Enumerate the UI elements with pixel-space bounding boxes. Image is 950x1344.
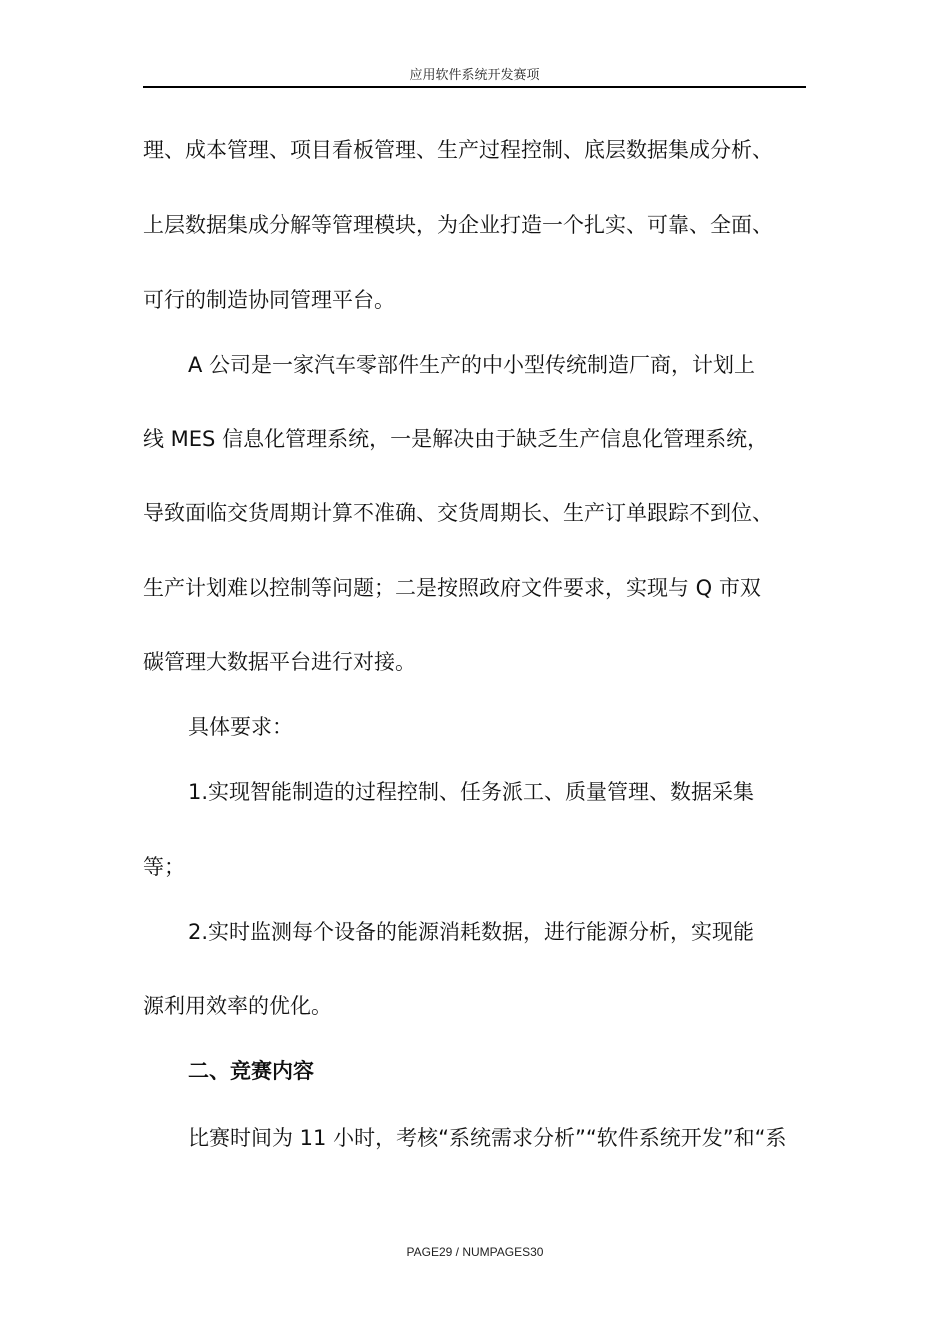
paragraph-line: A 公司是一家汽车零部件生产的中小型传统制造厂商，计划上 <box>188 353 756 377</box>
paragraph-line: 上层数据集成分解等管理模块，为企业打造一个扎实、可靠、全面、 <box>143 213 773 237</box>
paragraph-line: 碳管理大数据平台进行对接。 <box>143 650 416 674</box>
requirements-heading: 具体要求： <box>188 715 293 739</box>
paragraph-line: 比赛时间为 11 小时，考核“系统需求分析”“软件系统开发”和“系 <box>188 1126 787 1150</box>
paragraph-line: 线 MES 信息化管理系统，一是解决由于缺乏生产信息化管理系统， <box>143 427 769 451</box>
list-item-continuation: 等； <box>143 855 185 879</box>
paragraph-line: 可行的制造协同管理平台。 <box>143 288 395 312</box>
section-heading: 二、竞赛内容 <box>188 1059 314 1083</box>
list-item: 1.实现智能制造的过程控制、任务派工、质量管理、数据采集 <box>188 780 755 804</box>
page-number-footer: PAGE29 / NUMPAGES30 <box>406 1245 544 1259</box>
list-item: 2.实时监测每个设备的能源消耗数据，进行能源分析，实现能 <box>188 920 755 944</box>
page-header: 应用软件系统开发赛项 <box>143 66 806 88</box>
paragraph-line: 导致面临交货周期计算不准确、交货周期长、生产订单跟踪不到位、 <box>143 501 773 525</box>
paragraph-line: 理、成本管理、项目看板管理、生产过程控制、底层数据集成分析、 <box>143 138 773 162</box>
paragraph-line: 生产计划难以控制等问题；二是按照政府文件要求，实现与 Q 市双 <box>143 576 761 600</box>
list-item-continuation: 源利用效率的优化。 <box>143 994 332 1018</box>
